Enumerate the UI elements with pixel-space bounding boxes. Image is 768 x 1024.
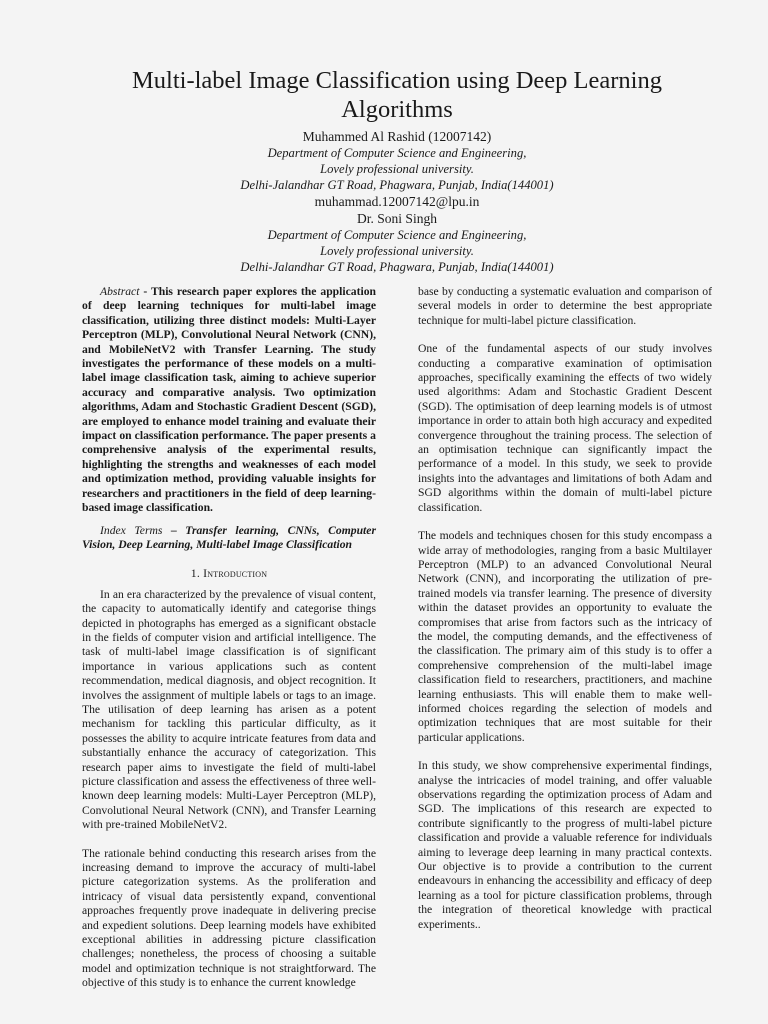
author-email: muhammad.12007142@lpu.in xyxy=(314,194,480,209)
index-terms xyxy=(82,524,376,553)
section-heading xyxy=(82,566,376,580)
author-name: Dr. Soni Singh xyxy=(357,211,437,226)
left-column xyxy=(82,285,376,991)
paragraph: The rationale behind conducting this research arises from the increasing demand to improve the accuracy of multi-label picture categorization systems. As the proliferation and intricacy of visual data persistently expand, conventional approaches frequently prove inadequate in delivering precise and expedient solutions. Deep learning models have exhibited exceptional abilities in addressing picture classification challenges; nonetheless, the process of choosing a suitable model and optimization technique is not straightforward. The objective of this study is to enhance the current knowledge xyxy=(82,846,376,990)
section-title: Introduction xyxy=(203,566,268,581)
index-terms-label: Index Terms xyxy=(100,523,163,537)
author-address: Delhi-Jalandhar GT Road, Phagwara, Punjab, India(144001) xyxy=(240,178,554,192)
author-name: Muhammed Al Rashid (12007142) xyxy=(302,129,492,144)
author-department: Department of Computer Science and Engineering, xyxy=(267,146,527,160)
abstract xyxy=(82,285,376,516)
paragraph: In this study, we show comprehensive experimental findings, analyse the intricacies of model training, and offer valuable observations regarding the optimization process of Adam and SGD. The implications of this research are expected to contribute significantly to the progress of multi-label picture classification and provide a valuable reference for individuals aiming to leverage deep learning in many practical contexts. Our objective is to provide a contribution to the current endeavours in enhancing the accessibility and efficacy of deep learning as a tool for picture classification problems, through the integration of theoretical knowledge with practical experiments.. xyxy=(418,759,712,931)
paragraph: One of the fundamental aspects of our study involves conducting a comparative examination of optimisation approaches, specifically examining the effects of two widely used algorithms: Adam and Stochastic Gradient Descent (SGD). The optimisation of deep learning models is of utmost importance in order to attain both high accuracy and expedited convergence throughout the training process. The selection of an optimisation technique can significantly impact the performance of a model. In this study, we seek to provide insights into the advantages and limitations of both Adam and SGD algorithms within the domain of multi-label picture classification. xyxy=(418,342,712,514)
body-columns xyxy=(82,285,712,991)
paragraph: In an era characterized by the prevalence of visual content, the capacity to automatically identify and categorise things depicted in photographs has emerged as a significant obstacle in the fields of computer vision and artificial intelligence. The task of multi-label image classification is of significant importance in various applications such as content recommendation, medical diagnosis, and object recognition. It involves the assignment of multiple labels or tags to an image. The utilisation of deep learning has arisen as a potent mechanism for tackling this particular difficulty, as it possesses the ability to acquire intricate features from data and substantially enhance the accuracy of categorization. This research paper aims to investigate the field of multi-label picture classification and assess the effectiveness of three well-known deep learning models: Multi-Layer Perceptron (MLP), Convolutional Neural Network (CNN), and Transfer Learning with pre-trained MobileNetV2. xyxy=(82,587,376,832)
paragraph: The models and techniques chosen for this study encompass a wide array of methodologies, ranging from a basic Multilayer Perceptron (MLP) to an advanced Convolutional Neural Network (CNN), and incorporating the utilization of pre-trained models via transfer learning. The presence of diversity within the dataset provides an opportunity to evaluate the compromises that arise from factors such as the intricacy of the model, the computing demands, and the effectiveness of the classification. The primary aim of this study is to offer a comprehensive comprehension of the multi-label image classification field to researchers, practitioners, and machine learning enthusiasts. This will enable them to make well-informed choices regarding the selection of models and optimization techniques that are most suitable for their particular applications. xyxy=(418,529,712,744)
paper-title: Multi-label Image Classification using Deep Learning Algorithms xyxy=(131,67,662,123)
paragraph: base by conducting a systematic evaluation and comparison of several models in order to determine the best appropriate technique for multi-label picture classification. xyxy=(418,285,712,327)
author-university: Lovely professional university. xyxy=(320,244,474,258)
author-university: Lovely professional university. xyxy=(320,162,474,176)
section-number: 1. xyxy=(190,566,204,581)
author-address: Delhi-Jalandhar GT Road, Phagwara, Punjab, India(144001) xyxy=(240,260,554,274)
index-terms-text: – Transfer learning, CNNs, Computer Vision, Deep Learning, Multi-label Image Classification xyxy=(82,523,376,551)
right-column xyxy=(418,285,712,991)
author-block-2 xyxy=(82,210,712,275)
abstract-text: - This research paper explores the application of deep learning techniques for multi-label image classification, utilizing three distinct models: Multi-Layer Perceptron (MLP), Convolutional Neural Network (CNN), and MobileNetV2 with Transfer Learning. The study investigates the performance of these models on a multi-label image classification task, aiming to achieve superior accuracy and comparative analysis. Two optimization algorithms, Adam and Stochastic Gradient Descent (SGD), are employed to enhance model training and evaluate their impact on classification performance. The paper presents a comprehensive analysis of the experimental results, highlighting the strengths and weaknesses of each model and optimization method, providing valuable insights for researchers and practitioners in the field of deep learning-based image classification. xyxy=(82,285,376,515)
abstract-label: Abstract xyxy=(100,285,140,298)
author-department: Department of Computer Science and Engineering, xyxy=(267,228,527,242)
author-block-1 xyxy=(82,128,712,210)
